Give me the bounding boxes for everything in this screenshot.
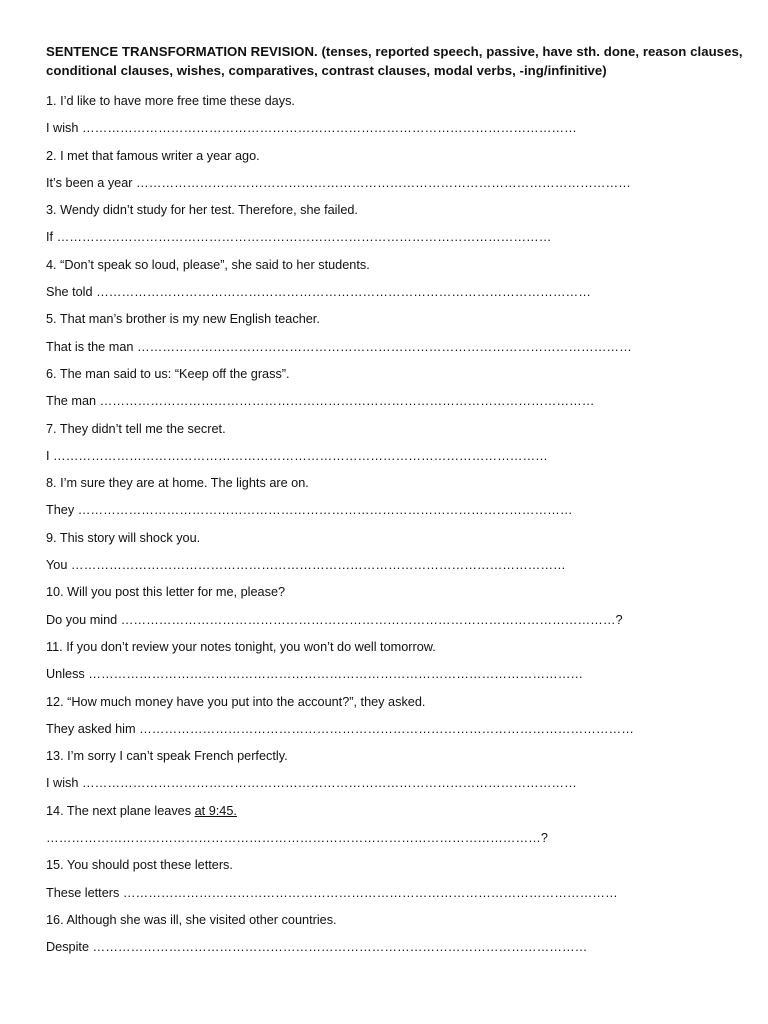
question-text: 5. That man’s brother is my new English teacher.	[46, 312, 320, 327]
question-text: 2. I met that famous writer a year ago.	[46, 148, 260, 163]
answer-line[interactable]: You ………………………………………………………………………………………………………	[46, 558, 566, 573]
exercise-question	[46, 634, 736, 661]
title-line-1: SENTENCE TRANSFORMATION REVISION. (tenses, reported speech, passive, have sth. done, reason clauses,	[46, 44, 743, 59]
exercise-item	[46, 634, 736, 689]
answer-line[interactable]: Despite ………………………………………………………………………………………………………	[46, 940, 588, 955]
exercise-item	[46, 252, 736, 307]
answer-line[interactable]: That is the man ………………………………………………………………………………………………………	[46, 339, 632, 354]
answer-line[interactable]: She told ………………………………………………………………………………………………………	[46, 285, 591, 300]
exercise-item	[46, 689, 736, 744]
question-text: 10. Will you post this letter for me, please?	[46, 585, 286, 600]
question-text: 1. I’d like to have more free time these days.	[46, 94, 295, 108]
exercise-item	[46, 525, 736, 580]
exercise-question	[46, 689, 736, 716]
exercise-question	[46, 143, 736, 170]
answer-line[interactable]: If ………………………………………………………………………………………………………	[46, 230, 552, 245]
answer-line[interactable]: The man ………………………………………………………………………………………………………	[46, 394, 595, 409]
exercise-item	[46, 743, 736, 798]
exercise-item	[46, 416, 736, 471]
exercise-item	[46, 852, 736, 907]
answer-line[interactable]: These letters ………………………………………………………………………………………………………	[46, 885, 618, 900]
exercise-question	[46, 306, 736, 333]
exercise-question	[46, 798, 736, 825]
question-text: 14. The next plane leaves	[46, 803, 195, 818]
exercise-item	[46, 470, 736, 525]
exercise-question	[46, 907, 736, 934]
question-text: 6. The man said to us: “Keep off the grass”.	[46, 366, 290, 381]
question-text: 13. I’m sorry I can’t speak French perfectly.	[46, 749, 288, 764]
exercise-question	[46, 470, 736, 497]
question-text: 8. I’m sure they are at home. The lights are on.	[46, 476, 309, 491]
answer-line[interactable]: They asked him ………………………………………………………………………………………………………	[46, 721, 634, 736]
question-text: 9. This story will shock you.	[46, 530, 201, 545]
exercise-question	[46, 416, 736, 443]
question-text: 7. They didn’t tell me the secret.	[46, 421, 226, 436]
exercise-question	[46, 579, 736, 606]
exercise-question	[46, 525, 736, 552]
question-text: 12. “How much money have you put into the account?”, they asked.	[46, 694, 426, 709]
exercise-item	[46, 798, 736, 853]
answer-line[interactable]: I wish ………………………………………………………………………………………………………	[46, 121, 577, 136]
exercise-question	[46, 852, 736, 879]
exercise-item	[46, 143, 736, 198]
answer-line[interactable]: Do you mind ………………………………………………………………………………………………………?	[46, 612, 623, 627]
exercise-question	[46, 361, 736, 388]
answer-line[interactable]: Unless ………………………………………………………………………………………………………	[46, 667, 584, 682]
exercise-question	[46, 743, 736, 770]
exercise-item	[46, 907, 736, 962]
answer-line[interactable]: ………………………………………………………………………………………………………?	[46, 831, 548, 846]
question-text: 4. “Don’t speak so loud, please”, she said to her students.	[46, 257, 370, 272]
answer-line[interactable]: I wish ………………………………………………………………………………………………………	[46, 776, 577, 791]
exercise-item	[46, 197, 736, 252]
exercise-question	[46, 197, 736, 224]
exercise-question	[46, 88, 736, 115]
exercise-item	[46, 361, 736, 416]
answer-line[interactable]: They ………………………………………………………………………………………………………	[46, 503, 573, 518]
answer-line[interactable]: I ………………………………………………………………………………………………………	[46, 448, 548, 463]
exercise-item	[46, 88, 736, 143]
exercise-question	[46, 252, 736, 279]
question-text: 3. Wendy didn’t study for her test. Therefore, she failed.	[46, 203, 358, 218]
exercise-list	[46, 88, 736, 962]
question-text: 11. If you don’t review your notes tonight, you won’t do well tomorrow.	[46, 639, 436, 654]
question-underlined-text: at 9:45.	[194, 803, 237, 818]
worksheet-title	[46, 42, 743, 80]
answer-line[interactable]: It’s been a year ………………………………………………………………………………………………………	[46, 175, 631, 190]
question-text: 16. Although she was ill, she visited other countries.	[46, 912, 337, 927]
title-line-2: conditional clauses, wishes, comparatives, contrast clauses, modal verbs, -ing/infinitive)	[46, 63, 607, 78]
question-text: 15. You should post these letters.	[46, 858, 233, 873]
exercise-item	[46, 306, 736, 361]
exercise-item	[46, 579, 736, 634]
